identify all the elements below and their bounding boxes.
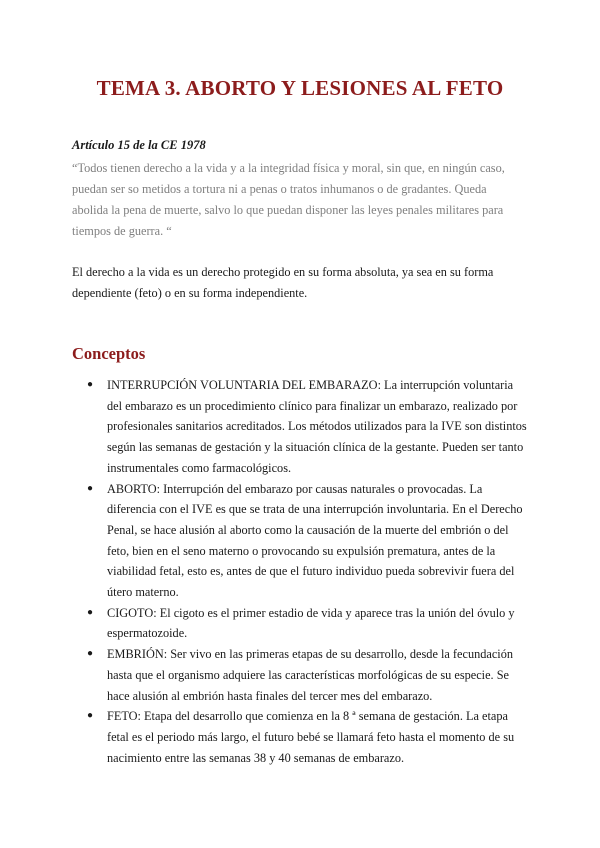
page-title: TEMA 3. ABORTO Y LESIONES AL FETO <box>96 76 504 100</box>
article-heading: Artículo 15 de la CE 1978 <box>72 138 206 152</box>
concept-text: FETO: Etapa del desarrollo que comienza en la 8 ª semana de gestación. La etapa fetal es el periodo más largo, el futuro bebé se llamará feto hasta el momento de su nacimiento entre las semanas 38 y 40 semanas de embarazo. <box>107 709 515 765</box>
list-item <box>72 375 528 479</box>
list-item <box>72 479 528 603</box>
list-item <box>72 603 528 644</box>
constitution-quote: “Todos tienen derecho a la vida y a la integridad física y moral, sin que, en ningún caso, puedan ser so metidos a tortura ni a penas o tratos inhumanos o de gradantes. Queda abolida la pena de muerte, salvo lo que puedan disponer las leyes penales militares para tiempos de guerra. “ <box>72 161 505 238</box>
bullet-icon: ● <box>87 379 94 390</box>
section-heading-conceptos: Conceptos <box>72 344 146 363</box>
intro-paragraph: El derecho a la vida es un derecho protegido en su forma absoluta, ya sea en su forma dependiente (feto) o en su forma independiente. <box>72 265 494 300</box>
concepts-list <box>72 375 528 768</box>
bullet-icon: ● <box>87 710 94 722</box>
concept-text: EMBRIÓN: Ser vivo en las primeras etapas de su desarrollo, desde la fecundación hasta que el organismo adquiere las características morfológicas de su especie. Se hace alusión al embrión hasta finales del tercer mes del embarazo. <box>107 647 514 703</box>
concept-text: CIGOTO: El cigoto es el primer estadio de vida y aparece tras la unión del óvulo y espermatozoide. <box>107 605 515 641</box>
concept-text: ABORTO: Interrupción del embarazo por causas naturales o provocadas. La diferencia con el IVE es que se trata de una interrupción involuntaria. En el Derecho Penal, se hace alusión al aborto como la causación de la muerte del embrión o del feto, bien en el seno materno o provocando su expulsión prematura, antes de la viabilidad fetal, esto es, antes de que el futuro individuo pueda sobrevivir fuera del útero materno. <box>107 481 523 600</box>
bullet-icon: ● <box>87 648 94 660</box>
concept-text: INTERRUPCIÓN VOLUNTARIA DEL EMBARAZO: La interrupción voluntaria del embarazo es un procedimiento clínico para finalizar un embarazo, realizado por profesionales sanitarios acreditados. Los métodos utilizados para la IVE son distintos según las semanas de gestación y la situación clínica de la gestante. Pueden ser tanto instrumentales como farmacológicos. <box>107 378 527 475</box>
list-item <box>72 706 528 768</box>
bullet-icon: ● <box>87 482 94 494</box>
list-item <box>72 644 528 706</box>
bullet-icon: ● <box>87 606 94 618</box>
